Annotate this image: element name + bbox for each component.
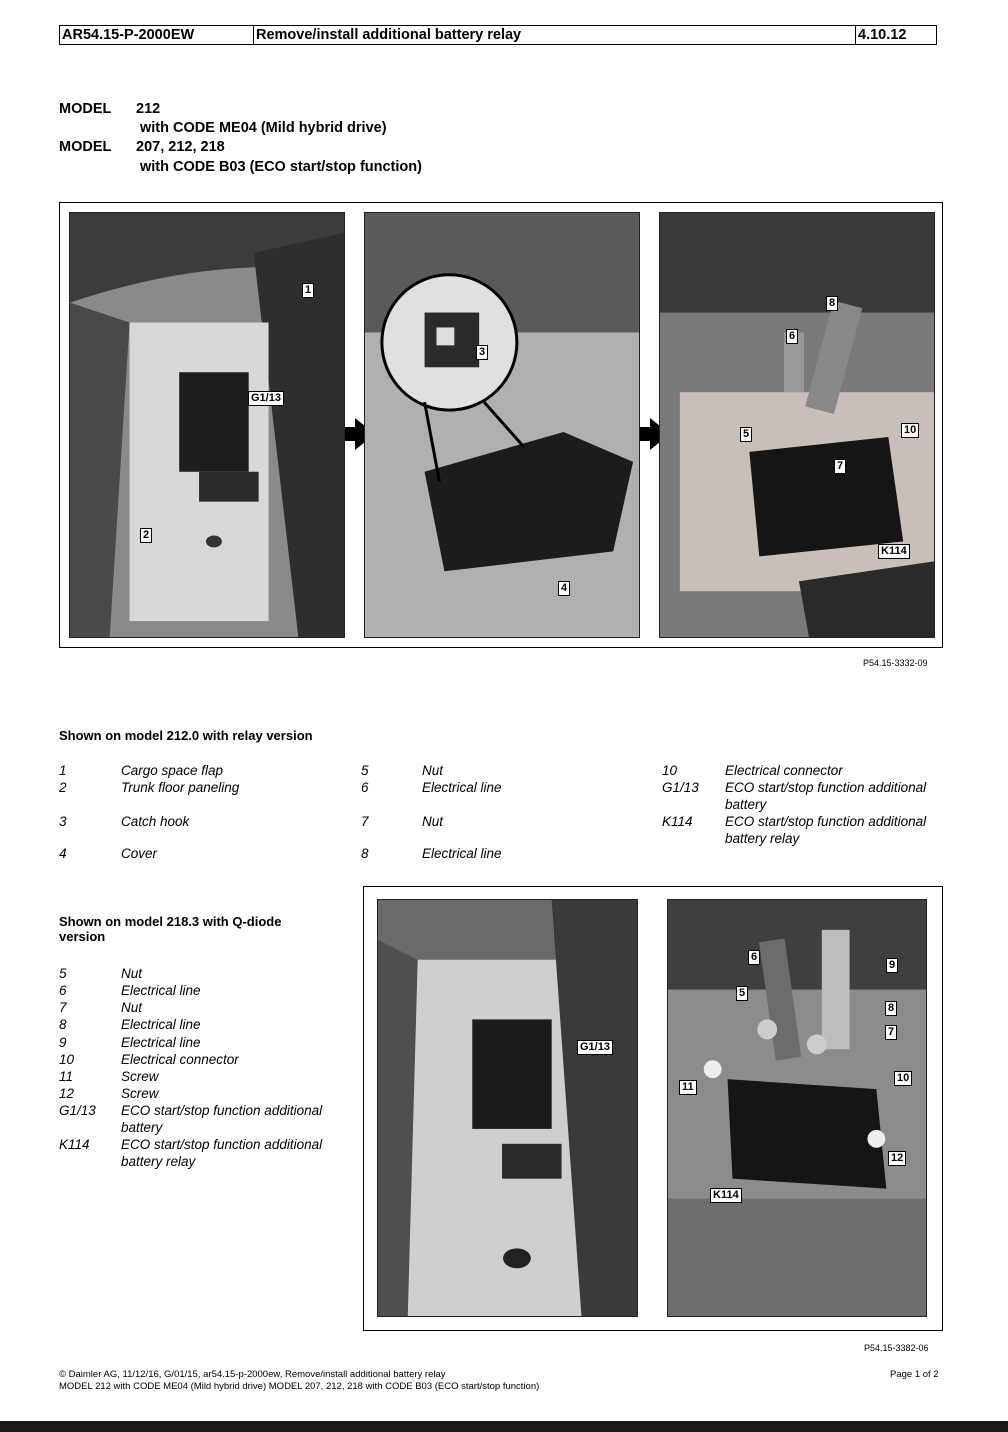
legend-col3-text-1: Electrical connector (725, 763, 843, 778)
legend2-num-8: 12 (59, 1086, 75, 1101)
footer-line-2: MODEL 212 with CODE ME04 (Mild hybrid drive) MODEL 207, 212, 218 with CODE B03 (ECO start/stop function) (59, 1381, 540, 1392)
callout-8: 8 (826, 296, 838, 311)
doc-id: AR54.15-P-2000EW (60, 26, 254, 44)
legend2-text-7: Screw (121, 1069, 159, 1084)
callout2-6: 6 (748, 950, 760, 965)
legend2-num-3: 7 (59, 1000, 67, 1015)
callout2-g1-13: G1/13 (577, 1040, 613, 1055)
callout-2: 2 (140, 528, 152, 543)
legend-col3-num-3: K114 (662, 814, 693, 829)
legend-col1-text-2: Trunk floor paneling (121, 780, 240, 795)
callout-10: 10 (901, 423, 919, 438)
model-code-2: with CODE B03 (ECO start/stop function) (140, 159, 422, 175)
model-code-1: with CODE ME04 (Mild hybrid drive) (140, 120, 387, 136)
callout2-7: 7 (885, 1025, 897, 1040)
callout-5: 5 (740, 427, 752, 442)
legend2-num-7: 11 (59, 1069, 74, 1084)
photo-cargo-space (69, 212, 345, 638)
legend-col1-num-1: 1 (59, 763, 67, 778)
doc-date: 4.10.12 (858, 27, 907, 43)
legend2-text-9: ECO start/stop function additional battery (121, 1103, 323, 1135)
legend-col3-text-2: ECO start/stop function additional battery (725, 780, 927, 812)
legend2-num-6: 10 (59, 1052, 75, 1067)
legend-col1-text-4: Cover (121, 846, 158, 861)
callout2-8: 8 (885, 1001, 897, 1016)
legend2-text-2: Electrical line (121, 983, 201, 998)
figure-1-ref: P54.15-3332-09 (863, 658, 928, 668)
legend-col3-num-2: G1/13 (662, 780, 699, 795)
page-number: Page 1 of 2 (890, 1369, 939, 1380)
figure-2 (363, 886, 943, 1331)
photo-q-diode-overview (377, 899, 638, 1317)
legend2-text-6: Electrical connector (121, 1052, 239, 1067)
legend2-num-1: 5 (59, 966, 67, 981)
legend-col1-num-3: 3 (59, 814, 67, 829)
callout2-10: 10 (894, 1071, 912, 1086)
legend2-text-3: Nut (121, 1000, 143, 1015)
figure-1 (59, 202, 943, 648)
legend2-text-5: Electrical line (121, 1035, 201, 1050)
legend-col2-text-4: Electrical line (422, 846, 502, 861)
photo-relay-cover (364, 212, 640, 638)
document-header (59, 25, 937, 45)
model-label-2: MODEL (59, 139, 112, 155)
photo-relay-k114 (659, 212, 935, 638)
figure-2-ref: P54.15-3382-06 (864, 1343, 929, 1353)
legend-col1-text-1: Cargo space flap (121, 763, 224, 778)
legend-col2-num-3: 7 (361, 814, 369, 829)
legend-col1-num-4: 4 (59, 846, 67, 861)
doc-title: Remove/install additional battery relay (254, 26, 856, 44)
legend-col2-num-4: 8 (361, 846, 369, 861)
legend-col1-text-3: Catch hook (121, 814, 190, 829)
model-value-1: 212 (136, 101, 161, 117)
section-2-title: Shown on model 218.3 with Q-diode version (59, 914, 282, 944)
section-1-title: Shown on model 212.0 with relay version (59, 728, 313, 743)
legend2-text-1: Nut (121, 966, 143, 981)
footer-line-1: © Daimler AG, 11/12/16, G/01/15, ar54.15-p-2000ew, Remove/install additional battery relay (59, 1369, 446, 1380)
legend-col2-num-1: 5 (361, 763, 369, 778)
legend-col3-num-1: 10 (662, 763, 678, 778)
model-value-2: 207, 212, 218 (136, 139, 225, 155)
callout2-5: 5 (736, 986, 748, 1001)
callout-g1-13: G1/13 (248, 391, 284, 406)
callout-3: 3 (476, 345, 488, 360)
model-label-1: MODEL (59, 101, 112, 117)
callout-6: 6 (786, 329, 798, 344)
callout2-11: 11 (679, 1080, 697, 1095)
callout2-9: 9 (886, 958, 898, 973)
callout-k114: K114 (878, 544, 910, 559)
callout2-k114: K114 (710, 1188, 742, 1203)
legend-col2-text-1: Nut (422, 763, 444, 778)
legend2-num-2: 6 (59, 983, 67, 998)
bottom-bar (0, 1421, 1008, 1432)
callout-4: 4 (558, 581, 570, 596)
legend-col1-num-2: 2 (59, 780, 67, 795)
legend2-text-10: ECO start/stop function additional battery relay (121, 1137, 323, 1169)
legend2-num-10: K114 (59, 1137, 90, 1152)
legend-col3-text-3: ECO start/stop function additional battery relay (725, 814, 927, 846)
callout-7: 7 (834, 459, 846, 474)
callout-1: 1 (302, 283, 314, 298)
legend-col2-num-2: 6 (361, 780, 369, 795)
legend2-num-9: G1/13 (59, 1103, 96, 1118)
legend-col2-text-2: Electrical line (422, 780, 502, 795)
legend2-num-5: 9 (59, 1035, 67, 1050)
legend2-text-8: Screw (121, 1086, 159, 1101)
callout2-12: 12 (888, 1151, 906, 1166)
legend-col2-text-3: Nut (422, 814, 444, 829)
legend2-num-4: 8 (59, 1017, 67, 1032)
legend2-text-4: Electrical line (121, 1017, 201, 1032)
